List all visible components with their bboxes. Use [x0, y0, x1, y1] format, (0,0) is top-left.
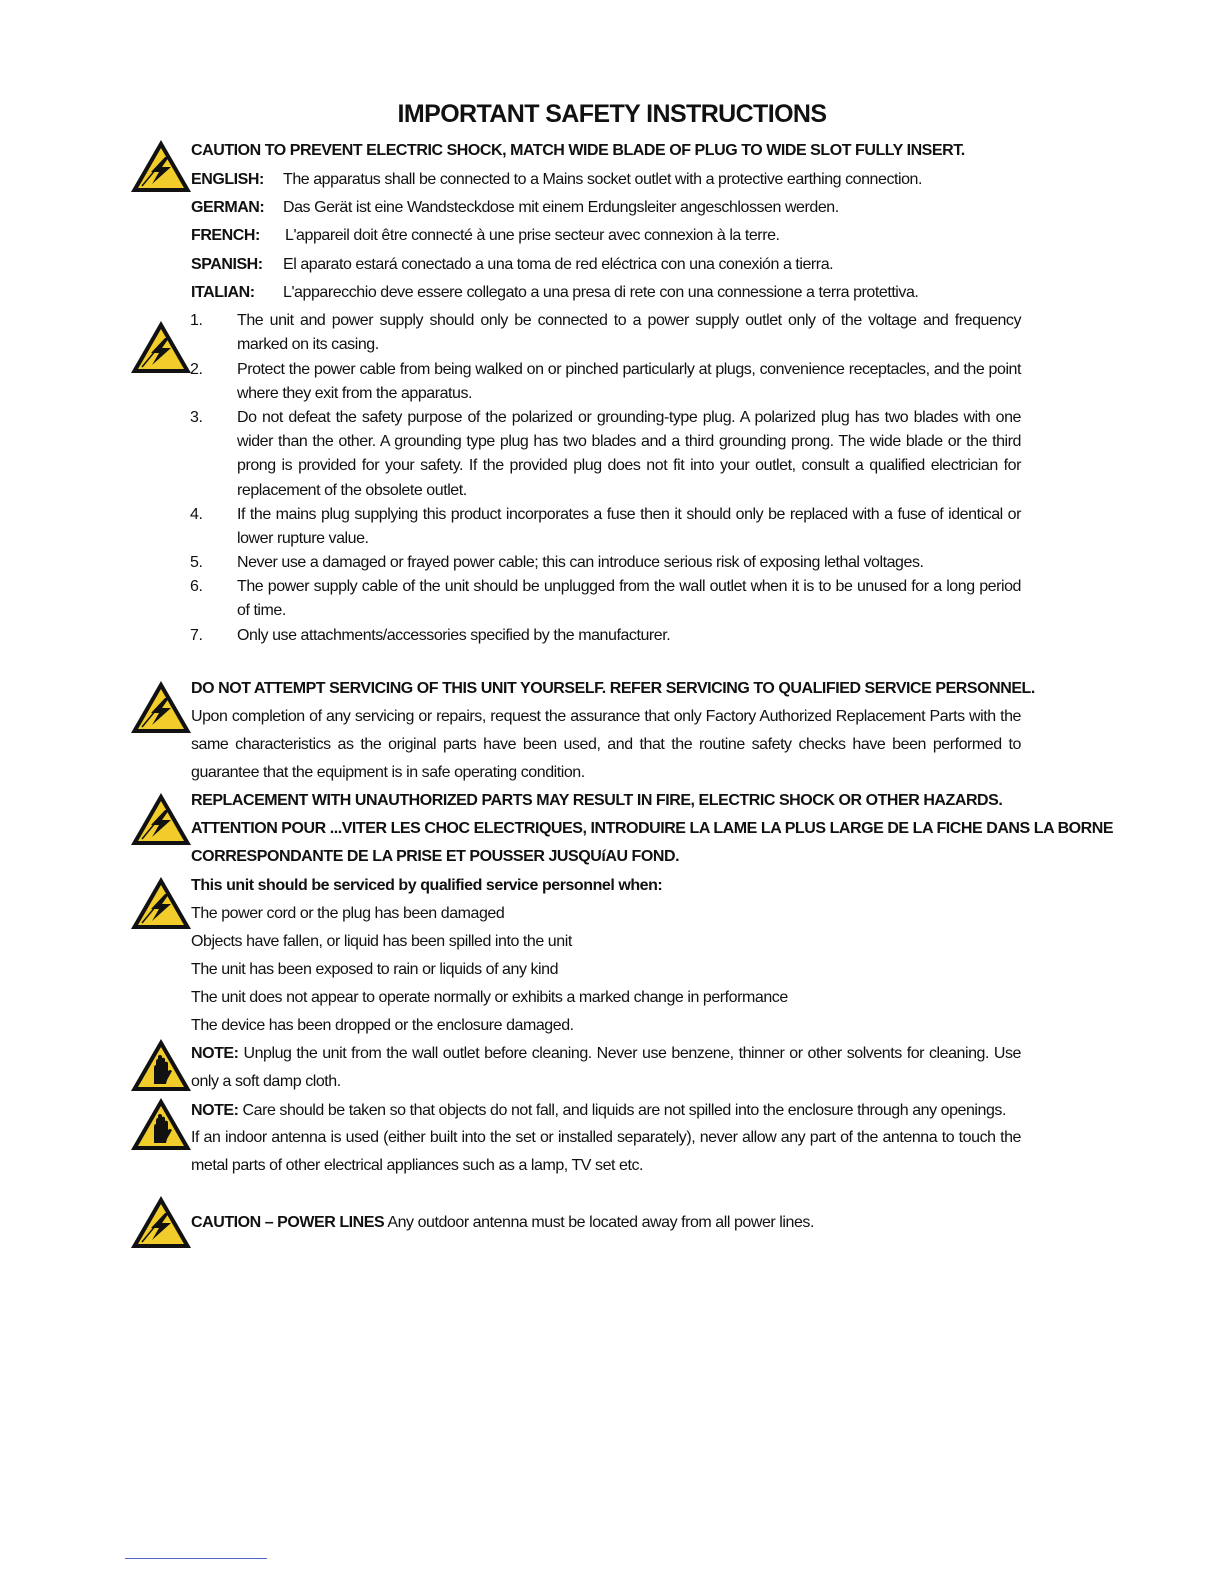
language-label: FRENCH: [191, 227, 260, 244]
language-text: Das Gerät ist eine Wandsteckdose mit einem Erdungsleiter angeschlossen werden. [283, 199, 839, 216]
antenna-text: If an indoor antenna is used (either built into the set or installed separately), never allow any part of the antenna to touch the metal parts of other electrical appliances such as a lamp, TV set etc. [191, 1129, 1021, 1174]
footer-rule [125, 1558, 267, 1559]
language-text: L'appareil doit être connecté à une prise secteur avec connexion à la terre. [285, 227, 780, 244]
note-liquids [191, 1102, 1006, 1120]
service-condition: The unit does not appear to operate normally or exhibits a marked change in performance [191, 989, 788, 1006]
language-label: ENGLISH: [191, 171, 264, 188]
power-lines-text: Any outdoor antenna must be located away from all power lines. [387, 1214, 814, 1231]
power-lines-label: CAUTION – POWER LINES [191, 1214, 385, 1231]
language-text: The apparatus shall be connected to a Mains socket outlet with a protective earthing connection. [283, 171, 922, 188]
service-condition: The device has been dropped or the enclosure damaged. [191, 1017, 574, 1034]
note-text: Unplug the unit from the wall outlet before cleaning. Never use benzene, thinner or other solvents for cleaning. Use only a soft damp cloth. [191, 1045, 1021, 1090]
servicing-heading: DO NOT ATTEMPT SERVICING OF THIS UNIT YOURSELF. REFER SERVICING TO QUALIFIED SERVICE PERSONNEL. [191, 680, 1035, 697]
electric-shock-warning-icon [130, 876, 192, 930]
servicing-text: Upon completion of any servicing or repairs, request the assurance that only Factory Authorized Replacement Parts with the same characteristics as the original parts have been used, and that the routine safety checks have been performed to guarantee that the equipment is in safe operating condition. [191, 708, 1021, 781]
language-text: L'apparecchio deve essere collegato a una presa di rete con una connessione a terra protettiva. [283, 284, 919, 301]
list-item-number: 4. [190, 506, 203, 523]
note-text: Care should be taken so that objects do not fall, and liquids are not spilled into the enclosure through any openings. [242, 1102, 1006, 1119]
list-item-number: 6. [190, 578, 203, 595]
list-item-number: 2. [190, 361, 203, 378]
attention-french-line: ATTENTION POUR ...VITER LES CHOC ELECTRIQUES, INTRODUIRE LA LAME LA PLUS LARGE DE LA FICHE DANS LA BORNE [191, 820, 1114, 837]
service-condition: The unit has been exposed to rain or liquids of any kind [191, 961, 559, 978]
hand-stop-warning-icon [130, 1038, 192, 1092]
list-item: The unit and power supply should only be connected to a power supply outlet only of the voltage and frequency marked on its casing. [237, 312, 1021, 354]
list-item: Only use attachments/accessories specified by the manufacturer. [237, 627, 671, 644]
note-label: NOTE: [191, 1102, 239, 1119]
caution-plug-heading: CAUTION TO PREVENT ELECTRIC SHOCK, MATCH WIDE BLADE OF PLUG TO WIDE SLOT FULLY INSERT. [191, 142, 965, 159]
list-item: If the mains plug supplying this product incorporates a fuse then it should only be replaced with a fuse of identical or lower rupture value. [237, 506, 1021, 548]
list-item: Do not defeat the safety purpose of the polarized or grounding-type plug. A polarized plug has two blades with one wider than the other. A grounding type plug has two blades and a third grounding prong. The wide blade or the third prong is provided for your safety. If the provided plug does not fit into your outlet, consult a qualified electrician for replacement of the obsolete outlet. [237, 409, 1021, 499]
language-label: ITALIAN: [191, 284, 255, 301]
list-item: The power supply cable of the unit should be unplugged from the wall outlet when it is to be unused for a long period of time. [237, 578, 1021, 620]
attention-french-line: CORRESPONDANTE DE LA PRISE ET POUSSER JUSQUíAU FOND. [191, 848, 680, 865]
power-lines-caution [191, 1214, 814, 1232]
service-when-heading: This unit should be serviced by qualified service personnel when: [191, 877, 663, 894]
electric-shock-warning-icon [130, 680, 192, 734]
note-cleaning [191, 1040, 1021, 1096]
electric-shock-warning-icon [130, 792, 192, 846]
note-label: NOTE: [191, 1045, 239, 1062]
language-label: SPANISH: [191, 256, 263, 273]
page-title: IMPORTANT SAFETY INSTRUCTIONS [397, 100, 827, 128]
replacement-warning: REPLACEMENT WITH UNAUTHORIZED PARTS MAY RESULT IN FIRE, ELECTRIC SHOCK OR OTHER HAZARDS. [191, 792, 1003, 809]
service-condition: Objects have fallen, or liquid has been spilled into the unit [191, 933, 572, 950]
language-label: GERMAN: [191, 199, 265, 216]
service-condition: The power cord or the plug has been damaged [191, 905, 505, 922]
electric-shock-warning-icon [130, 1195, 192, 1249]
list-item: Never use a damaged or frayed power cable; this can introduce serious risk of exposing lethal voltages. [237, 554, 924, 571]
list-item-number: 1. [190, 312, 203, 329]
list-item-number: 5. [190, 554, 203, 571]
list-item: Protect the power cable from being walked on or pinched particularly at plugs, convenience receptacles, and the point where they exit from the apparatus. [237, 361, 1021, 403]
list-item-number: 7. [190, 627, 203, 644]
language-text: El aparato estará conectado a una toma de red eléctrica con una conexión a tierra. [283, 256, 834, 273]
electric-shock-warning-icon [130, 139, 192, 193]
electric-shock-warning-icon [130, 320, 192, 374]
list-item-number: 3. [190, 409, 203, 426]
hand-stop-warning-icon [130, 1097, 192, 1151]
